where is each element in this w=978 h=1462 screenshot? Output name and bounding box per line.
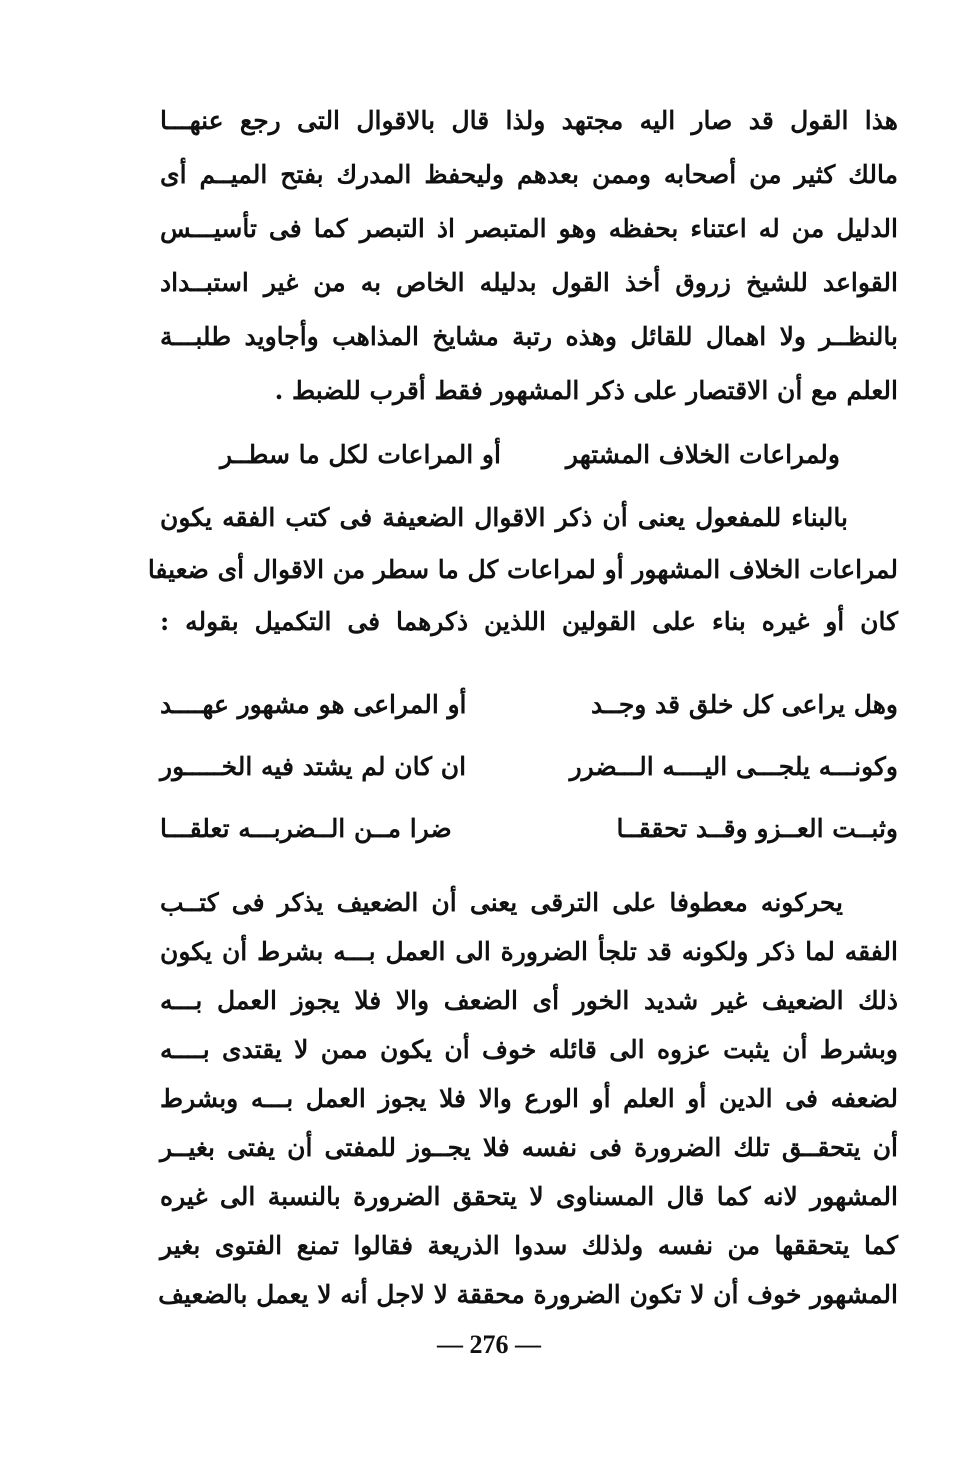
paragraph-1 (160, 108, 898, 432)
text-line: ذلك الضعيف غير شديد الخور أى الضعف والا فلا يجوز العمل بـــه (160, 986, 898, 1015)
text-line: كان أو غيره بناء على القولين اللذين ذكرهما فى التكميل بقوله : (160, 607, 898, 636)
text-line: بالنظــر ولا اهمال للقائل وهذه رتبة مشايخ المذاهب وأجاويد طلبـــة (160, 322, 898, 351)
text-line: الدليل من له اعتناء بحفظه وهو المتبصر اذ التبصر كما فى تأسيـــس (160, 214, 898, 243)
verse-hemistich-left: أو المراعى هو مشهور عهــــد (160, 690, 467, 719)
paragraph-3 (160, 890, 898, 1331)
verse-line (220, 440, 840, 480)
verse-hemistich-right: وهل يراعى كل خلق قد وجــد (591, 690, 898, 719)
verse-hemistich-right: ولمراعات الخلاف المشتهر (565, 440, 840, 469)
text-line: بالبناء للمفعول يعنى أن ذكر الاقوال الضعيفة فى كتب الفقه يكون (160, 503, 848, 532)
page-number: — 276 — (437, 1330, 541, 1359)
text-line: هذا القول قد صار اليه مجتهد ولذا قال بالاقوال التى رجع عنهـــا (160, 106, 898, 135)
text-line: كما يتحققها من نفسه ولذلك سدوا الذريعة فقالوا تمنع الفتوى بغير (160, 1231, 898, 1260)
text-line: العلم مع أن الاقتصار على ذكر المشهور فقط أقرب للضبط . (274, 376, 898, 405)
verse-hemistich-right: وثبــت العــزو وقــد تحققــا (616, 814, 898, 843)
verse-hemistich-left: أو المراعات لكل ما سطــر (220, 440, 501, 469)
text-line: لضعفه فى الدين أو العلم أو الورع والا فلا يجوز العمل بـــه وبشرط (160, 1084, 898, 1113)
verse-line (160, 690, 898, 752)
text-line: القواعد للشيخ زروق أخذ القول بدليله الخاص به من غير استبــداد (160, 268, 898, 297)
verse-block (160, 690, 898, 876)
text-line: المشهور لانه كما قال المسناوى لا يتحقق الضرورة بالنسبة الى غيره (160, 1182, 898, 1211)
verse-hemistich-left: ان كان لم يشتد فيه الخـــــور (160, 752, 467, 781)
verse-line (160, 814, 898, 876)
paragraph-2 (147, 503, 898, 661)
text-line: أن يتحقــق تلك الضرورة فى نفسه فلا يجــوز للمفتى أن يفتى بغيــر (160, 1133, 899, 1162)
text-line: مالك كثير من أصحابه وممن بعدهم وليحفظ المدرك بفتح الميــم أى (160, 160, 898, 189)
verse-hemistich-left: ضرا مــن الــضربـــه تعلقـــا (160, 814, 452, 843)
verse-line (160, 752, 898, 814)
text-line: يحركونه معطوفا على الترقى يعنى أن الضعيف يذكر فى كتــب (160, 888, 843, 917)
text-line: الفقه لما ذكر ولكونه قد تلجأ الضرورة الى العمل بـــه بشرط أن يكون (160, 937, 898, 966)
text-line: وبشرط أن يثبت عزوه الى قائله خوف أن يكون ممن لا يقتدى بــــه (160, 1035, 898, 1064)
verse-hemistich-right: وكونـــه يلجـــى اليــــه الـــضرر (569, 752, 898, 781)
text-line: لمراعات الخلاف المشهور أو لمراعات كل ما سطر من الاقوال أى ضعيفا (147, 555, 898, 584)
text-line: المشهور خوف أن لا تكون الضرورة محققة لا لاجل أنه لا يعمل بالضعيف (158, 1280, 898, 1309)
